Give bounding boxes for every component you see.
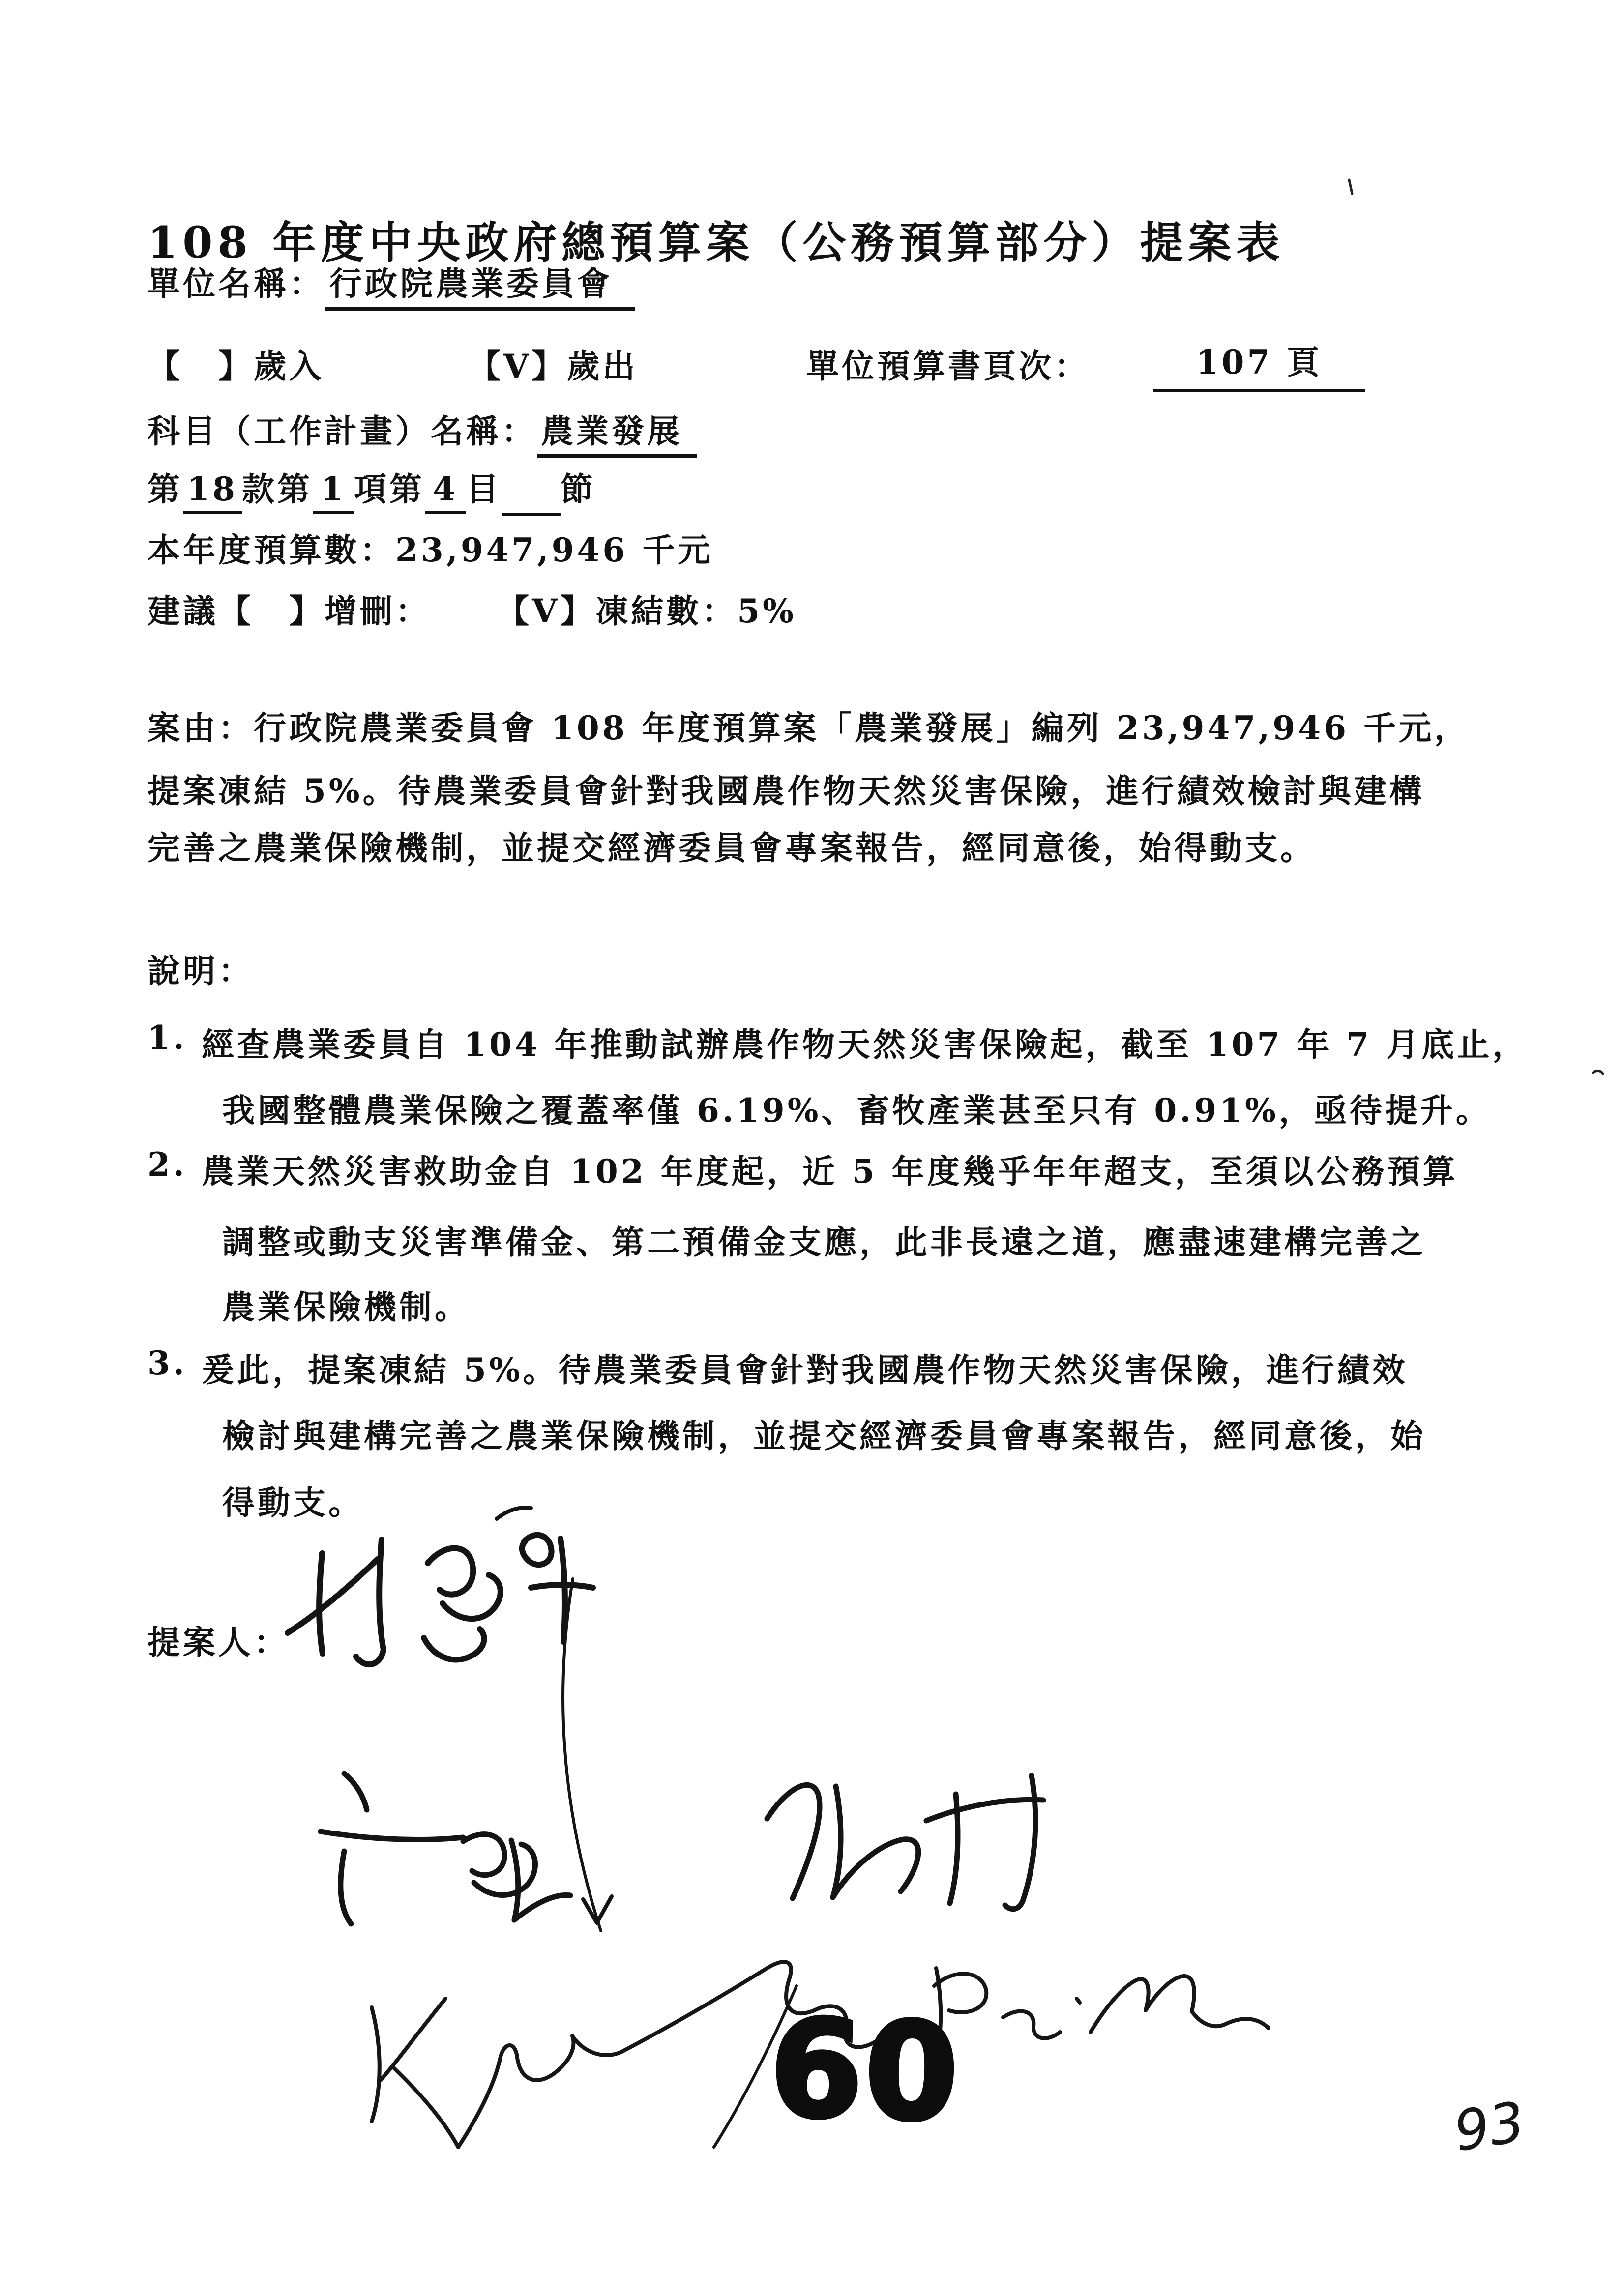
subject-value: 農業發展 [537,412,697,458]
clause-prefix: 第 [148,470,183,508]
clause-jie-label: 節 [561,470,596,508]
clause-kuan-label: 款第 [242,470,313,508]
cosigner-signature-right [767,1775,1043,1909]
clause-xiang-label: 項第 [354,470,425,508]
unit-name-value: 行政院農業委員會 [325,264,635,311]
scan-speck [1349,180,1603,1074]
page-title: 108 年度中央政府總預算案（公務預算部分）提案表 [148,217,1285,268]
handwritten-marker-number: 60 [768,1991,962,2152]
proposer-signature [288,1508,601,1931]
clause-mu-label: 目 [466,470,502,508]
item-line: 得動支。 [222,1483,364,1522]
case-line: 案由：行政院農業委員會 108 年度預算案「農業發展」編列 23,947,946 千元， [148,709,1470,747]
item-line: 經查農業委員自 104 年推動試辦農作物天然災害保險起，截至 107 年 7 月底止， [202,1025,1528,1064]
budget-amount-line: 本年度預算數：23,947,946 千元 [148,531,713,569]
cosigner-signature-left [321,1773,612,1924]
suggest-adddelete-checkbox: 建議【 】增刪： [148,592,431,630]
budget-book-page-label: 單位預算書頁次： [806,347,1090,385]
unit-name-label: 單位名稱： [148,264,325,303]
handwritten-page-number: 93 [1449,2090,1529,2164]
suggest-freeze-checkbox: 【V】凍結數：5% [497,592,797,630]
clause-xiang-number: 1 [313,470,354,514]
item-line: 調整或動支災害準備金、第二預備金支應，此非長遠之道，應盡速建構完善之 [222,1223,1426,1261]
item-line: 農業天然災害救助金自 102 年度起，近 5 年度幾乎年年超支，至須以公務預算 [202,1152,1458,1191]
proposer-label: 提案人： [148,1623,289,1661]
item-number: 1. [148,1018,187,1057]
clause-kuan-number: 18 [183,470,242,514]
clause-mu-number: 4 [425,470,466,514]
item-line: 我國整體農業保險之覆蓋率僅 6.19%、畜牧產業甚至只有 0.91%，亟待提升。 [222,1091,1491,1130]
case-line: 提案凍結 5%。待農業委員會針對我國農作物天然災害保險，進行績效檢討與建構 [148,772,1425,810]
item-number: 3. [148,1344,187,1382]
expenditure-checkbox: 【V】歲出 [468,347,638,385]
explanation-heading: 說明： [148,952,254,990]
case-line: 完善之農業保險機制，並提交經濟委員會專案報告，經同意後，始得動支。 [148,829,1316,867]
item-number: 2. [148,1145,187,1184]
revenue-checkbox: 【 】歲入 [148,347,325,385]
item-line: 檢討與建構完善之農業保險機制，並提交經濟委員會專案報告，經同意後，始 [222,1417,1426,1455]
subject-label: 科目（工作計畫）名稱： [148,412,537,450]
budget-book-page-value: 107 頁 [1153,336,1365,392]
item-line: 農業保險機制。 [222,1288,470,1326]
item-line: 爰此，提案凍結 5%。待農業委員會針對我國農作物天然災害保險，進行績效 [202,1351,1408,1389]
